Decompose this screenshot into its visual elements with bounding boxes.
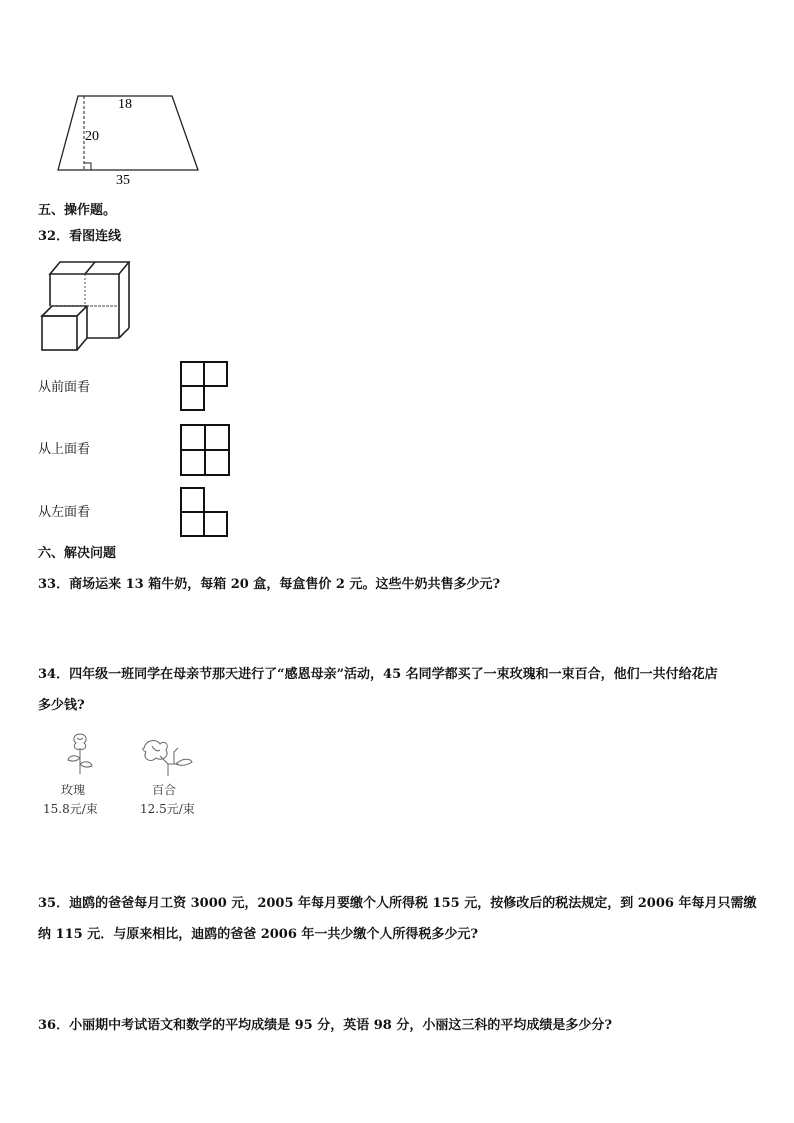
question-35-line2: 纳 115 元．与原来相比，迪鸥的爸爸 2006 年一共少缴个人所得税多少元? <box>38 927 479 942</box>
view-label-front: 从前面看 <box>38 380 91 395</box>
cube-stack-figure <box>38 254 133 354</box>
trapezoid-figure <box>50 88 210 188</box>
lily-price: 12.5元/束 <box>140 802 195 816</box>
view-label-left: 从左面看 <box>38 505 91 520</box>
rose-price: 15.8元/束 <box>43 802 98 816</box>
view-grid-b[interactable] <box>179 423 233 479</box>
question-35-line1: 35．迪鸥的爸爸每月工资 3000 元，2005 年每月要缴个人所得税 155 元，按修改后的税法规定，到 2006 年每月只需缴 <box>38 896 757 911</box>
height-label: 20 <box>85 129 99 144</box>
section5-heading: 五、操作题。 <box>38 203 117 218</box>
rose-name: 玫瑰 <box>61 783 86 797</box>
right-angle-mark <box>84 163 91 170</box>
question-33: 33．商场运来 13 箱牛奶，每箱 20 盒，每盒售价 2 元。这些牛奶共售多少元? <box>38 577 501 592</box>
q32-title: 32．看图连线 <box>38 229 122 244</box>
view-grid-a[interactable] <box>179 360 231 414</box>
view-label-top: 从上面看 <box>38 442 91 457</box>
lily-name: 百合 <box>152 783 177 797</box>
section6-heading: 六、解决问题 <box>38 546 117 561</box>
question-34-line1: 34．四年级一班同学在母亲节那天进行了“感恩母亲”活动，45 名同学都买了一束玫瑰和一束百合，他们一共付给花店 <box>38 667 718 682</box>
question-36: 36．小丽期中考试语文和数学的平均成绩是 95 分，英语 98 分，小丽这三科的平均成绩是多少分? <box>38 1018 612 1033</box>
top-label: 18 <box>118 97 132 112</box>
lily-icon <box>138 734 194 778</box>
bottom-label: 35 <box>116 173 130 188</box>
question-34-line2: 多少钱? <box>38 698 85 713</box>
view-grid-c[interactable] <box>179 486 231 540</box>
rose-icon <box>60 728 100 776</box>
